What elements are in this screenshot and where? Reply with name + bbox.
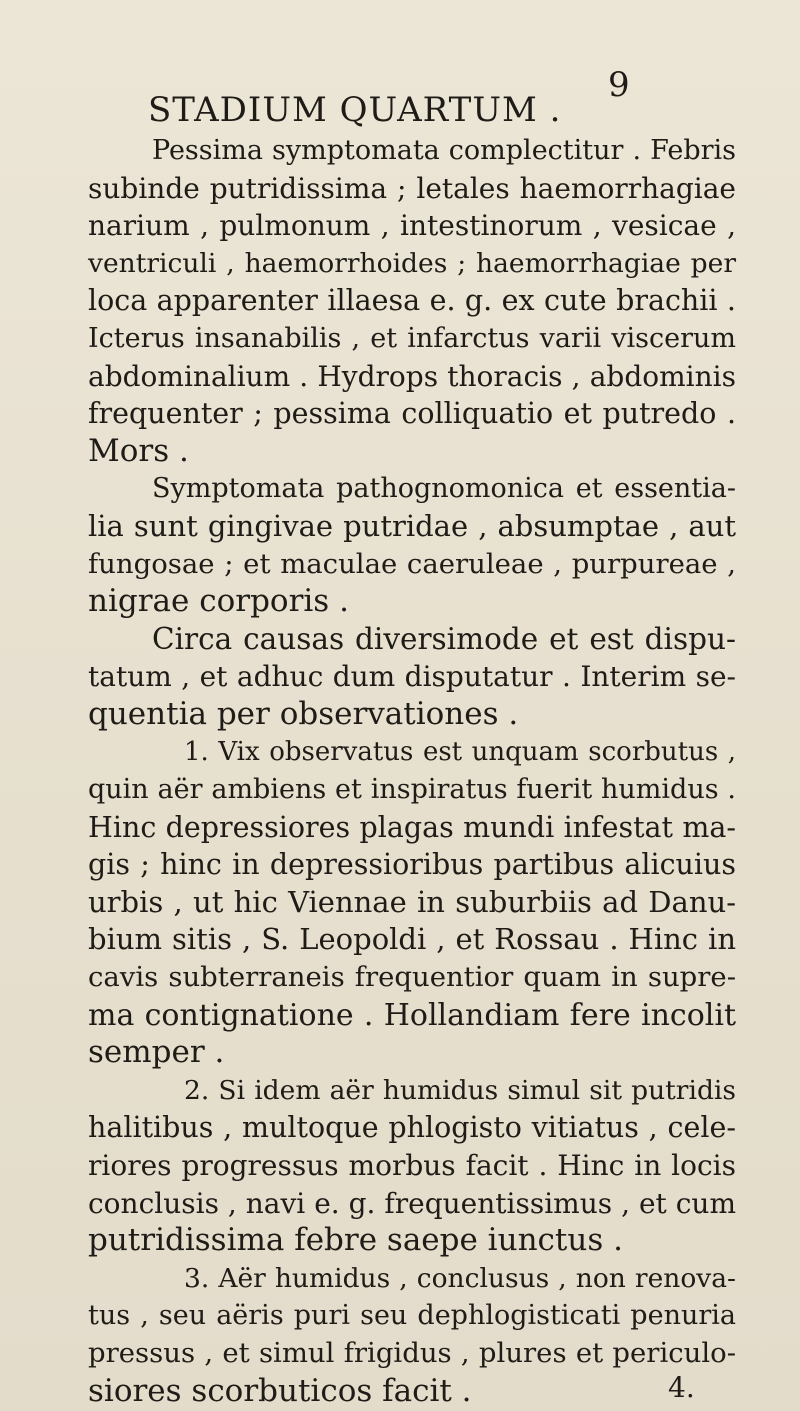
text-line: narium , pulmonum , intestinorum , vesicae ,	[88, 209, 736, 243]
text-line: 2. Si idem aër humidus simul sit putridis	[184, 1074, 736, 1106]
text-line: bium sitis , S. Leopoldi , et Rossau . Hinc in	[88, 922, 736, 957]
text-line: tus , seu aëris puri seu dephlogisticati penuria	[88, 1300, 736, 1332]
text-line: lia sunt gingivae putridae , absumptae , aut	[88, 508, 736, 543]
text-line: urbis , ut hic Viennae in suburbiis ad Danu-	[88, 884, 736, 919]
text-line: Icterus insanabilis , et infarctus varii viscerum	[88, 322, 736, 354]
text-line: pressus , et simul frigidus , plures et periculo-	[88, 1337, 736, 1369]
text-line: quin aër ambiens et inspiratus fuerit humidus .	[88, 774, 736, 806]
text-line: Mors .	[88, 432, 189, 469]
text-line: ma contignatione . Hollandiam fere incolit	[88, 997, 736, 1033]
text-line: semper .	[88, 1034, 225, 1071]
text-line: abdominalium . Hydrops thoracis , abdominis	[88, 359, 736, 393]
text-line: frequenter ; pessima colliquatio et putredo .	[88, 397, 736, 431]
text-line: 1. Vix observatus est unquam scorbutus ,	[184, 736, 736, 767]
text-line: siores scorbuticos facit .	[88, 1372, 472, 1409]
text-line: Circa causas diversimode et est dispu-	[152, 621, 736, 656]
text-line: gis ; hinc in depressioribus partibus alicuius	[88, 848, 736, 882]
body-text	[88, 132, 736, 1410]
running-head: STADIUM QUARTUM .	[148, 90, 562, 130]
text-line: fungosae ; et maculae caeruleae , purpureae ,	[88, 547, 736, 580]
text-line: quentia per observationes .	[88, 695, 519, 732]
text-line: 3. Aër humidus , conclusus , non renova-	[184, 1262, 736, 1294]
text-line: cavis subterraneis frequentior quam in supre-	[88, 961, 736, 994]
text-line: Pessima symptomata complectitur . Febris	[152, 135, 736, 166]
text-line: tatum , et adhuc dum disputatur . Interim se-	[88, 660, 736, 694]
text-line: subinde putridissima ; letales haemorrhagiae	[88, 171, 736, 205]
text-line: riores progressus morbus facit . Hinc in locis	[88, 1149, 736, 1183]
text-line: conclusis , navi e. g. frequentissimus , et cum	[88, 1186, 736, 1220]
text-line: ventriculi , haemorrhoides ; haemorrhagiae per	[88, 247, 736, 279]
text-line: loca apparenter illaesa e. g. ex cute brachii .	[88, 284, 736, 318]
catchword: 4.	[668, 1371, 695, 1404]
text-line: Symptomata pathognomonica et essentia-	[152, 473, 736, 505]
text-line: putridissima febre saepe iunctus .	[88, 1222, 623, 1259]
text-line: nigrae corporis .	[88, 583, 349, 620]
text-line: halitibus , multoque phlogisto vitiatus , cele-	[88, 1111, 736, 1145]
page-number: 9	[608, 65, 630, 105]
text-line: Hinc depressiores plagas mundi infestat ma-	[88, 810, 736, 844]
